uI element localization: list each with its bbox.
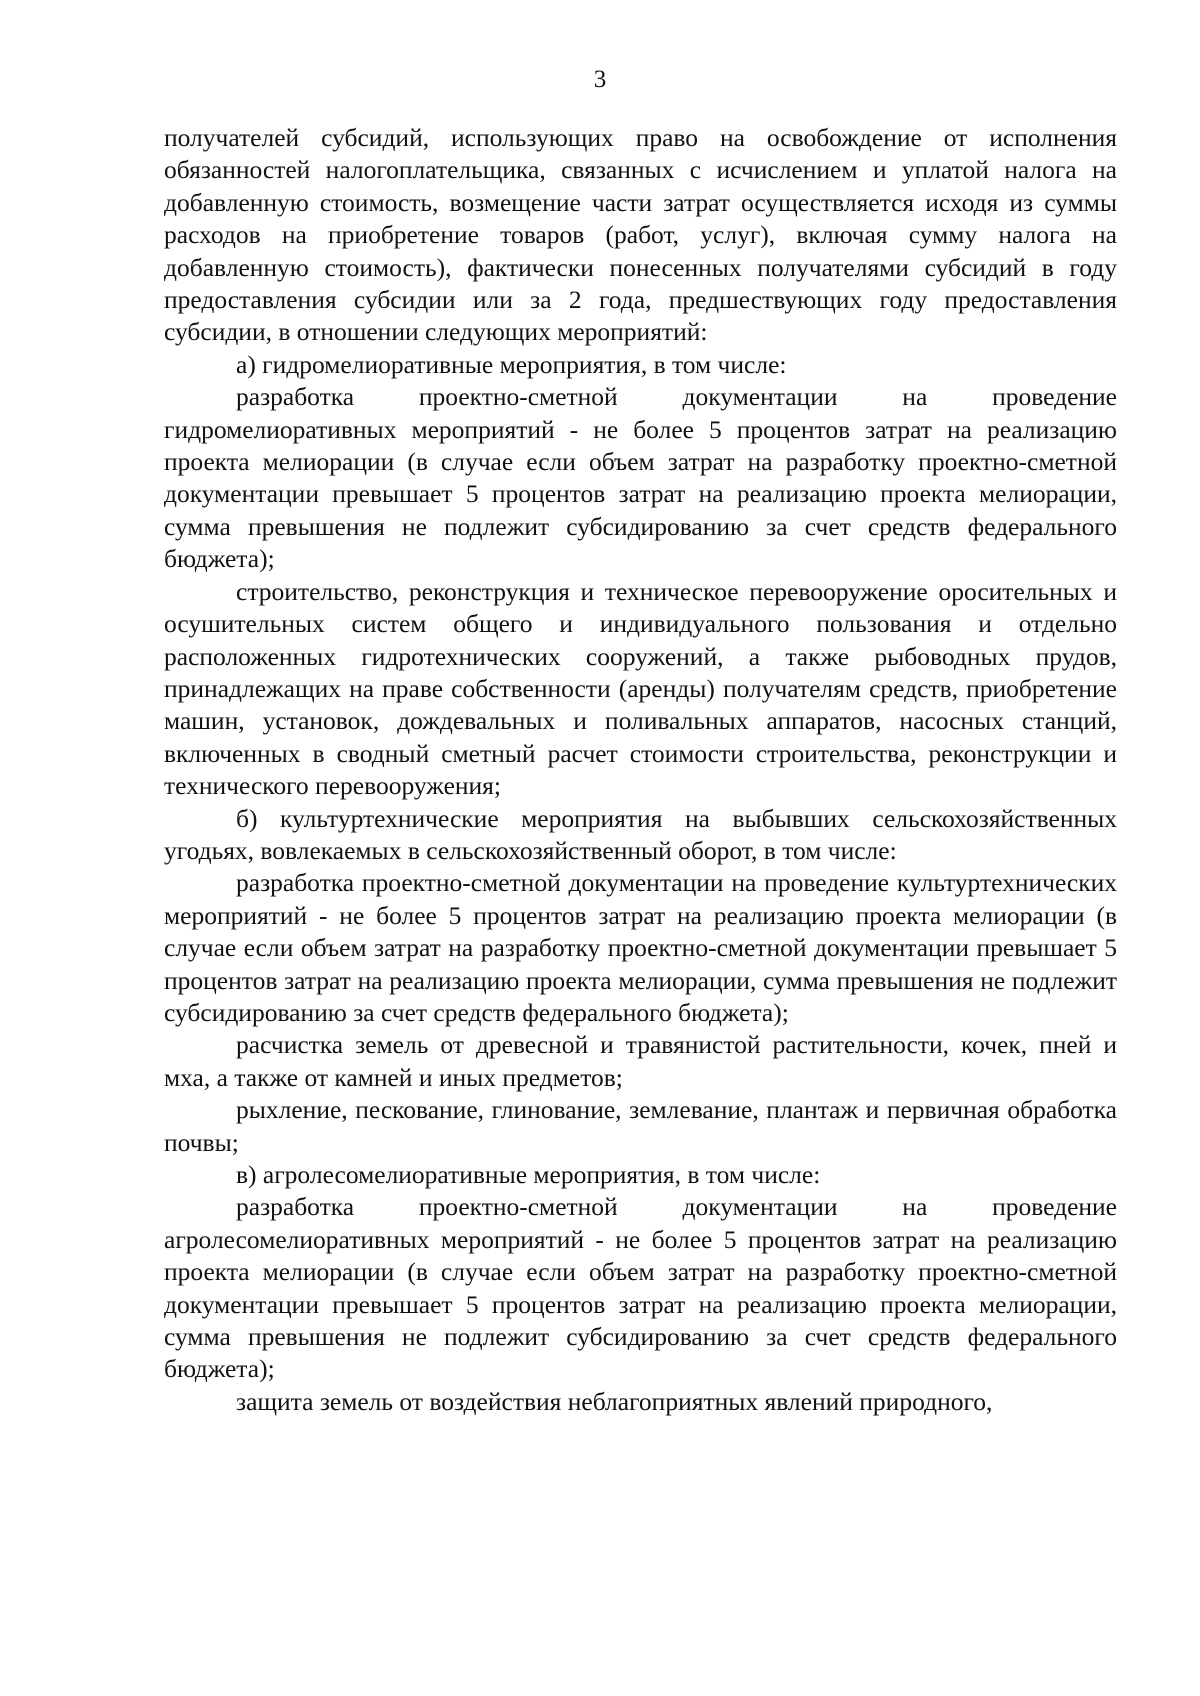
- paragraph-b-soil-treatment: рыхление, пескование, глинование, землевание, плантаж и первичная обработка почвы;: [164, 1095, 1117, 1157]
- paragraph-item-c: в) агролесомелиоративные мероприятия, в том числе:: [236, 1160, 821, 1189]
- paragraph-item-b: б) культуртехнические мероприятия на выбывших сельскохозяйственных угодьях, вовлекаемых в сельскохозяйственный оборот, в том числе:: [164, 803, 1117, 865]
- paragraph-intro: получателей субсидий, использующих право на освобождение от исполнения обязанностей налогоплательщика, связанных с исчислением и уплатой налога на добавленную стоимость, возмещение части затрат осуществляется исходя из суммы расходов на приобретение товаров (работ, услуг), включая сумму налога на добавленную стоимость), фактически понесенных получателями субсидий в году предоставления субсидии или за 2 года, предшествующих году предоставления субсидии, в отношении следующих мероприятий:: [164, 123, 1117, 347]
- document-body: [164, 122, 1117, 1418]
- page-number: 3: [593, 66, 607, 93]
- paragraph-a-construction: строительство, реконструкция и техническое перевооружение оросительных и осушительных систем общего и индивидуального пользования и отдельно расположенных гидротехнических сооружений, а также рыбоводных прудов, принадлежащих на праве собственности (аренды) получателям средств, приобретение машин, установок, дождевальных и поливальных аппаратов, насосных станций, включенных в сводный сметный расчет стоимости строительства, реконструкции и технического перевооружения;: [164, 576, 1117, 801]
- paragraph-item-a: а) гидромелиоративные мероприятия, в том числе:: [236, 349, 787, 379]
- paragraph-c-land-protection: защита земель от воздействия неблагоприятных явлений природного,: [236, 1386, 993, 1416]
- paragraph-c-design-docs: разработка проектно-сметной документации на проведение агролесомелиоративных мероприятий - не более 5 процентов затрат на реализацию проекта мелиорации (в случае если объем затрат на разработку проектно-сметной документации превышает 5 процентов затрат на реализацию проекта мелиорации, сумма превышения не подлежит субсидированию за счет средств федерального бюджета);: [164, 1192, 1117, 1384]
- paragraph-b-land-clearing: расчистка земель от древесной и травянистой растительности, кочек, пней и мха, а также от камней и иных предметов;: [164, 1030, 1117, 1092]
- paragraph-b-design-docs: разработка проектно-сметной документации на проведение культуртехнических мероприятий - не более 5 процентов затрат на реализацию проекта мелиорации (в случае если объем затрат на разработку проектно-сметной документации превышает 5 процентов затрат на реализацию проекта мелиорации, сумма превышения не подлежит субсидированию за счет средств федерального бюджета);: [164, 868, 1117, 1027]
- paragraph-a-design-docs: разработка проектно-сметной документации на проведение гидромелиоративных мероприятий - не более 5 процентов затрат на реализацию проекта мелиорации (в случае если объем затрат на разработку проектно-сметной документации превышает 5 процентов затрат на реализацию проекта мелиорации, сумма превышения не подлежит субсидированию за счет средств федерального бюджета);: [164, 382, 1117, 574]
